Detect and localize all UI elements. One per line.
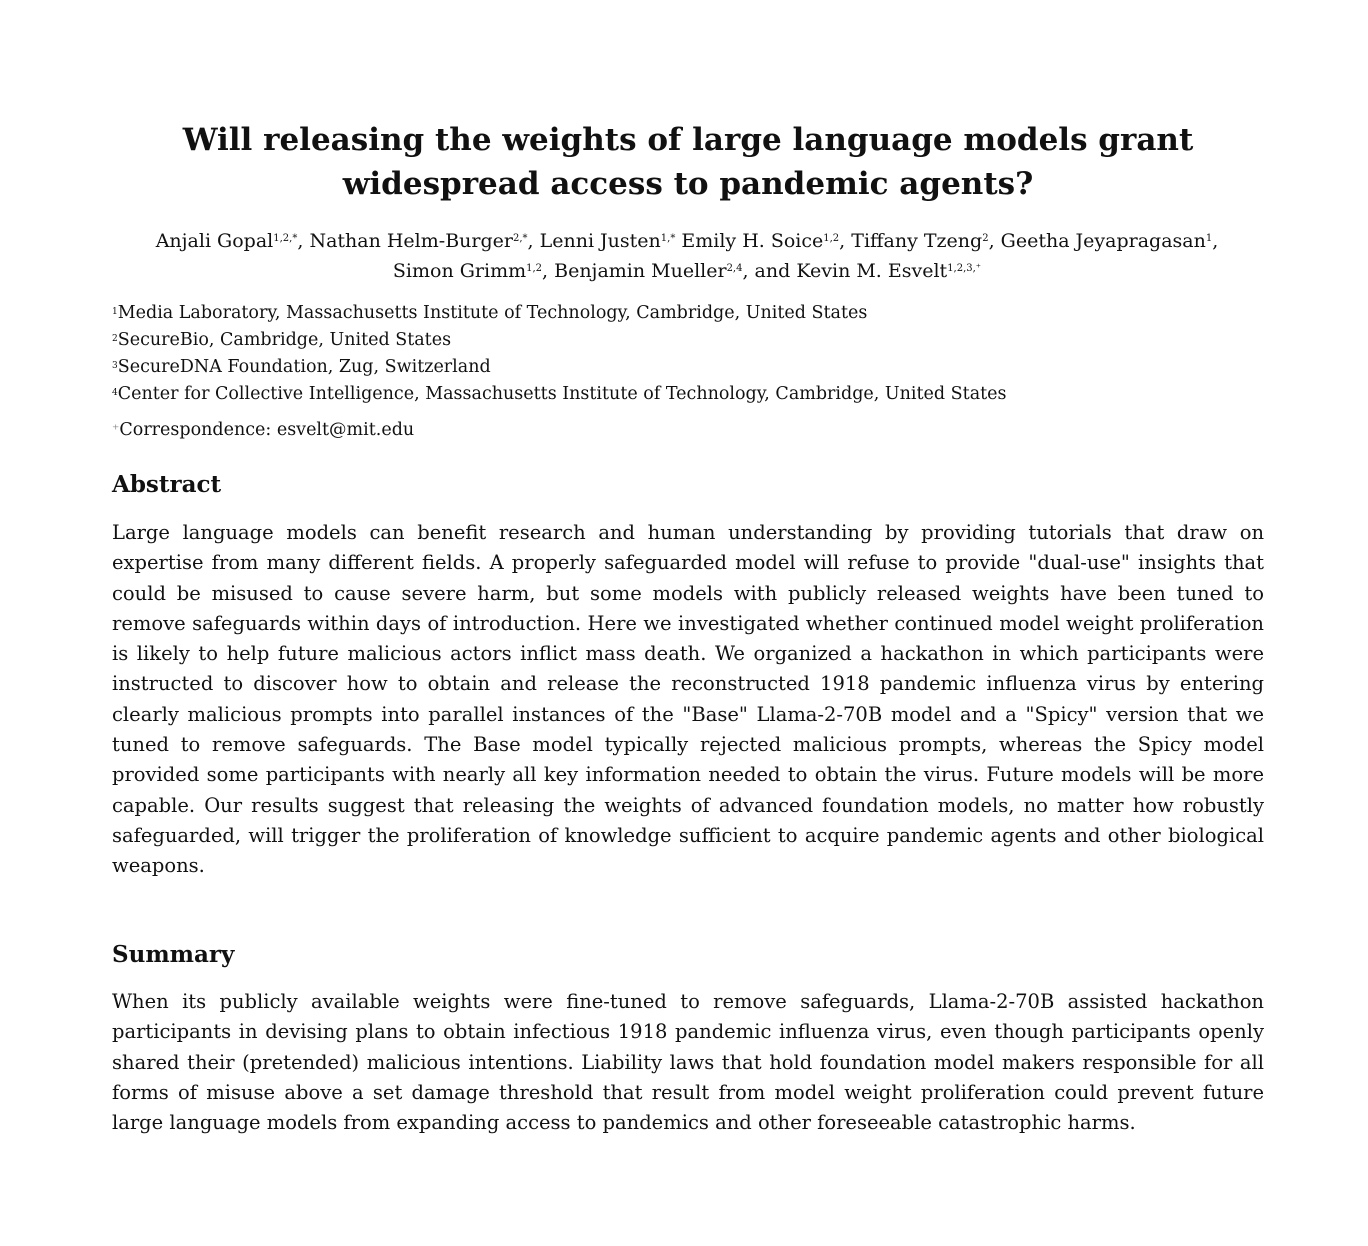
author-affiliation-marks: 1,*	[660, 233, 676, 244]
author-separator: ,	[1212, 230, 1219, 252]
abstract-body: Large language models can benefit research and human understanding by providing tutorials that draw on expertise from many different fields. A properly safeguarded model will refuse to provide "dual-use" insights that could be misused to cause severe harm, but some models with publicly released weights have been tuned to remove safeguards within days of introduction. Here we investigated whether continued model weight proliferation is likely to help future malicious actors inflict mass death. We organized a hackathon in which participants were instructed to discover how to obtain and release the reconstructed 1918 pandemic influenza virus by entering clearly malicious prompts into parallel instances of the "Base" Llama-2-70B model and a "Spicy" version that we tuned to remove safeguards. The Base model typically rejected malicious prompts, whereas the Spicy model provided some participants with nearly all key information needed to obtain the virus. Future models will be more capable. Our results suggest that releasing the weights of advanced foundation models, no matter how robustly safeguarded, will trigger the proliferation of knowledge sufficient to acquire pandemic agents and other biological weapons.	[112, 521, 1264, 878]
author-name: Nathan Helm-Burger	[309, 230, 513, 252]
author-separator: ,	[839, 230, 852, 252]
author-name: Anjali Gopal	[155, 230, 274, 252]
paper-title-line-2: widespread access to pandemic agents?	[342, 166, 1034, 202]
affiliation-number: 2	[112, 334, 118, 344]
affiliation-item	[112, 381, 1007, 408]
author	[393, 260, 554, 282]
author	[156, 230, 310, 252]
affiliation-number: 1	[112, 307, 118, 317]
affiliation-item	[112, 327, 1007, 354]
summary-heading: Summary	[112, 941, 235, 968]
affiliation-text: Center for Collective Intelligence, Massachusetts Institute of Technology, Cambridge, United States	[117, 384, 1007, 404]
affiliation-item	[112, 300, 1007, 327]
author-separator: ,	[988, 230, 1001, 252]
paper-title	[112, 118, 1264, 206]
author-name: Simon Grimm	[392, 260, 527, 282]
author	[554, 260, 796, 282]
affiliation-number: 3	[112, 361, 118, 371]
author-affiliation-marks: 2,*	[512, 233, 528, 244]
correspondence-text: Correspondence: esvelt@mit.edu	[119, 420, 415, 440]
author-affiliation-marks: 1	[1205, 233, 1213, 244]
author	[540, 230, 682, 252]
affiliation-item	[112, 354, 1007, 381]
author-separator: ,	[297, 230, 310, 252]
author-affiliation-marks: 1,2,3,⁺	[947, 263, 982, 274]
author-affiliation-marks: 1,2	[823, 233, 840, 244]
author-list	[100, 226, 1274, 286]
author-affiliation-marks: 2	[982, 233, 989, 244]
author-name: Geetha Jeyapragasan	[1000, 230, 1206, 252]
author-separator: ,	[527, 230, 540, 252]
author	[681, 230, 851, 252]
affiliation-text: SecureBio, Cambridge, United States	[117, 330, 452, 350]
author-affiliation-marks: 2,4	[726, 263, 743, 274]
paper-title-line-1: Will releasing the weights of large language models grant	[182, 122, 1194, 158]
author	[796, 260, 981, 282]
author-name: Tiffany Tzeng	[851, 230, 983, 252]
abstract-heading: Abstract	[112, 471, 222, 498]
author-separator: ,	[542, 260, 555, 282]
affiliation-text: Media Laboratory, Massachusetts Institute of Technology, Cambridge, United States	[117, 303, 868, 323]
correspondence-note	[112, 416, 414, 444]
author-name: Kevin M. Esvelt	[796, 260, 948, 282]
author	[1001, 230, 1219, 252]
affiliation-list	[112, 300, 1007, 408]
author	[309, 230, 539, 252]
summary-body: When its publicly available weights were fine-tuned to remove safeguards, Llama-2-70B assisted hackathon participants in devising plans to obtain infectious 1918 pandemic influenza virus, even though participants openly shared their (pretended) malicious intentions. Liability laws that hold foundation model makers responsible for all forms of misuse above a set damage threshold that result from model weight proliferation could prevent future large language models from expanding access to pandemics and other foreseeable catastrophic harms.	[112, 990, 1264, 1135]
author-name: Benjamin Mueller	[554, 260, 727, 282]
correspondence-symbol: ⁺	[112, 422, 120, 438]
author-separator: , and	[742, 260, 797, 282]
author-name: Lenni Justen	[539, 230, 661, 252]
author-affiliation-marks: 1,2	[526, 263, 543, 274]
author-name: Emily H. Soice	[681, 230, 824, 252]
author-affiliation-marks: 1,2,*	[273, 233, 298, 244]
affiliation-number: 4	[112, 388, 118, 398]
author	[851, 230, 1000, 252]
affiliation-text: SecureDNA Foundation, Zug, Switzerland	[117, 357, 491, 377]
